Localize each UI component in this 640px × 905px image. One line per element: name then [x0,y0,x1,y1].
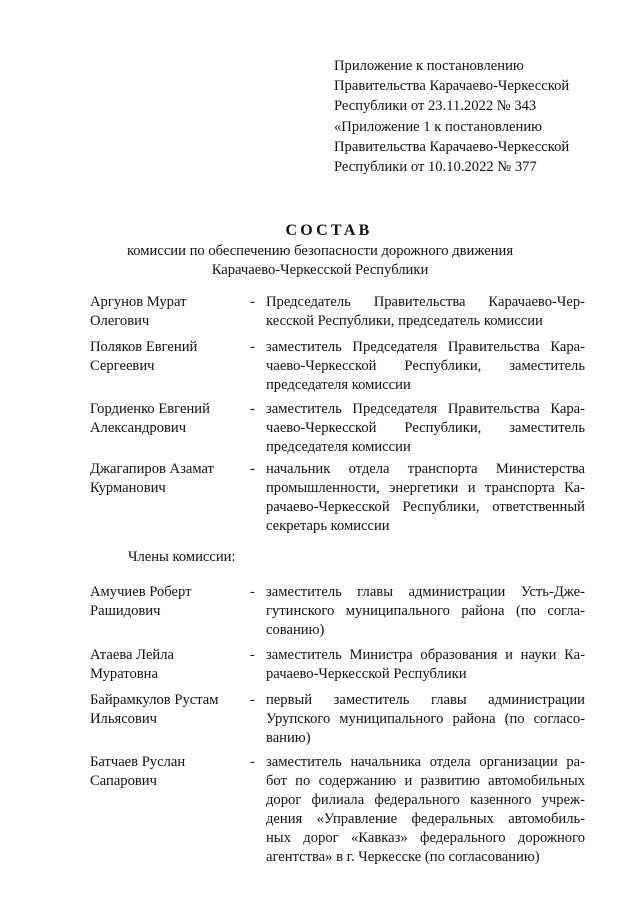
role-line: промышленности, энергетики и транспорта Ка- [266,480,585,496]
member-role [266,293,585,331]
appendix-line: Правительства Карачаево-Черкесской [334,139,570,155]
member-role [266,691,585,748]
member-name-line: Аргунов Мурат [90,294,187,310]
member-name-line: Олегович [90,313,150,329]
member-name [90,293,250,331]
member-role [266,460,585,536]
dash-separator: - [250,401,255,417]
member-name [90,646,250,684]
role-line: заместитель Министра образования и науки Ка- [266,647,585,663]
member-name-line: Атаева Лейла [90,647,174,663]
role-line: Урупского муниципального района (по согласо- [266,711,585,727]
role-line: заместитель Председателя Правительства Кара- [266,401,585,417]
dash-separator: - [250,584,255,600]
role-line: агентства» в г. Черкесске (по согласованию) [266,849,540,865]
role-line: первый заместитель главы администрации [266,692,585,708]
role-line: секретарь комиссии [266,518,390,534]
role-line: ванию) [266,730,311,746]
dash-separator: - [250,754,255,770]
appendix-note-current [334,56,624,116]
dash-separator: - [250,339,255,355]
member-name-line: Поляков Евгений [90,339,198,355]
member-name-line: Рашидович [90,603,161,619]
member-name-line: Байрамкулов Рустам [90,692,219,708]
member-name [90,753,250,791]
role-line: Председатель Правительства Карачаево-Чер- [266,294,585,310]
member-name-line: Курманович [90,480,166,496]
appendix-note-original [334,117,624,177]
member-name [90,400,250,438]
document-subtitle-line: Карачаево-Черкесской Республики [211,262,429,278]
member-name [90,583,250,621]
appendix-line: Правительства Карачаево-Черкесской [334,78,570,94]
role-line: гутинского муниципального района (по согла- [266,603,585,619]
role-line: сованию) [266,622,325,638]
document-title: СОСТАВ [285,222,373,239]
appendix-line: Приложение к постановлению [334,58,524,74]
role-line: кесской Республики, председатель комиссии [266,313,543,329]
role-line: чаево-Черкесской Республики, заместитель [266,358,585,374]
role-line: заместитель главы администрации Усть-Дже- [266,584,585,600]
member-name [90,460,250,498]
role-line: рачаево-Черкесской Республики [266,666,467,682]
appendix-line: Республики от 10.10.2022 № 377 [334,159,537,175]
member-name-line: Ильясович [90,711,158,727]
dash-separator: - [250,692,255,708]
role-line: председателя комиссии [266,377,411,393]
member-name-line: Сапарович [90,773,157,789]
role-line: бот по содержанию и развитию автомобильных [266,773,585,789]
member-name-line: Александрович [90,420,187,436]
member-name-line: Муратовна [90,666,158,682]
role-line: рачаево-Черкесской Республики, ответственный [266,499,585,515]
role-line: дорог филиала федерального казенного учреж- [266,792,585,808]
member-name [90,338,250,376]
member-name-line: Джагапиров Азамат [90,461,214,477]
dash-separator: - [250,461,255,477]
dash-separator: - [250,294,255,310]
members-section-label: Члены комиссии: [128,549,236,565]
dash-separator: - [250,647,255,663]
member-role [266,338,585,395]
member-role [266,400,585,457]
role-line: заместитель начальника отдела организации ра- [266,754,585,770]
member-name-line: Гордиенко Евгений [90,401,210,417]
document-subtitle-line: комиссии по обеспечению безопасности дорожного движения [126,243,514,259]
appendix-line: Республики от 23.11.2022 № 343 [334,98,537,114]
role-line: дения «Управление федеральных автомобиль- [266,811,585,827]
role-line: чаево-Черкесской Республики, заместитель [266,420,585,436]
role-line: председателя комиссии [266,439,411,455]
appendix-line: «Приложение 1 к постановлению [334,119,543,135]
member-role [266,646,585,684]
member-role [266,753,585,867]
document-heading [0,220,640,280]
role-line: начальник отдела транспорта Министерства [266,461,585,477]
member-name [90,691,250,729]
member-name-line: Сергеевич [90,358,155,374]
role-line: ных дорог «Кавказ» федерального дорожного [266,830,585,846]
member-name-line: Амучиев Роберт [90,584,192,600]
member-name-line: Батчаев Руслан [90,754,186,770]
role-line: заместитель Председателя Правительства Кара- [266,339,585,355]
member-role [266,583,585,640]
